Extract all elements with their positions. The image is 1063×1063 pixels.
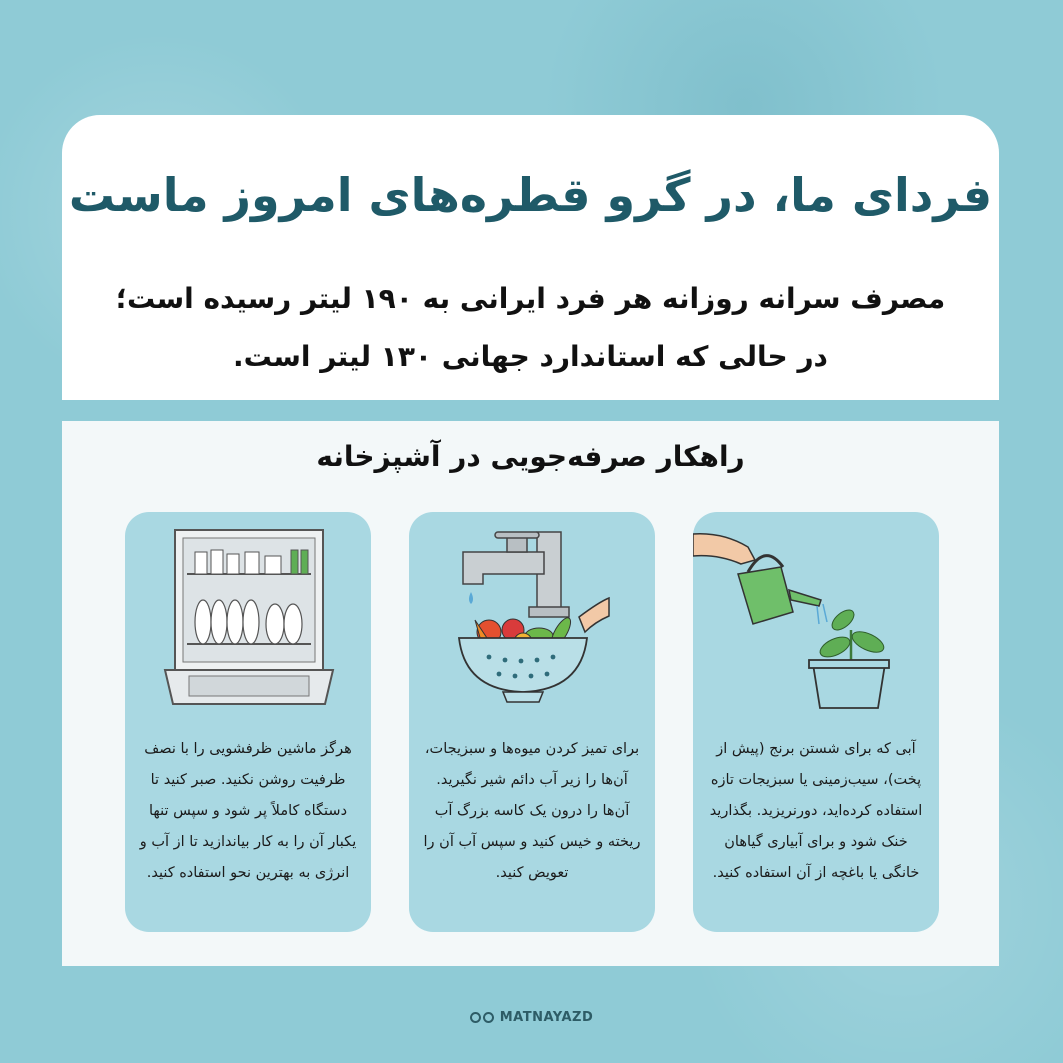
page-title: فردای ما، در گرو قطره‌های امروز ماست xyxy=(68,168,993,222)
telegram-icon xyxy=(470,1012,481,1023)
subtitle-line-2: در حالی که استاندارد جهانی ۱۳۰ لیتر است. xyxy=(233,340,828,373)
tip-card-dishwasher xyxy=(125,512,371,932)
tip-card-washing xyxy=(409,512,655,932)
tip-card-watering xyxy=(693,512,939,932)
watermark xyxy=(0,1010,1063,1025)
subtitle xyxy=(100,270,961,386)
faucet-colander-icon xyxy=(409,512,655,722)
dishwasher-icon xyxy=(125,512,371,722)
tip-text-watering: آبی که برای شستن برنج (پیش از پخت)، سیب‌زمینی یا سبزیجات تازه استفاده کرده‌اید، دورنریزید. بگذارید خنک شود و برای آبیاری گیاهان خانگی یا باغچه از آن استفاده کنید. xyxy=(709,741,923,881)
watermark-text: MATNAYAZD xyxy=(499,1010,594,1025)
social-icons xyxy=(470,1010,496,1025)
instagram-icon xyxy=(483,1012,494,1023)
tip-text-dishwasher: هرگز ماشین ظرفشویی را با نصف ظرفیت روشن نکنید. صبر کنید تا دستگاه کاملاً پر شود و سپس تنها یکبار آن را به کار بیاندازید تا از آب و انرژی به بهترین نحو استفاده کنید. xyxy=(139,741,357,881)
subtitle-line-1: مصرف سرانه روزانه هر فرد ایرانی به ۱۹۰ لیتر رسیده است؛ xyxy=(115,282,946,315)
watering-can-plant-icon xyxy=(693,512,939,722)
section-heading: راهکار صرفه‌جویی در آشپزخانه xyxy=(316,440,745,473)
tip-text-washing: برای تمیز کردن میوه‌ها و سبزیجات، آن‌ها را زیر آب دائم شیر نگیرید. آن‌ها را درون یک کاسه بزرگ آب ریخته و خیس کنید و سپس آب آن را تعویض کنید. xyxy=(423,741,641,881)
